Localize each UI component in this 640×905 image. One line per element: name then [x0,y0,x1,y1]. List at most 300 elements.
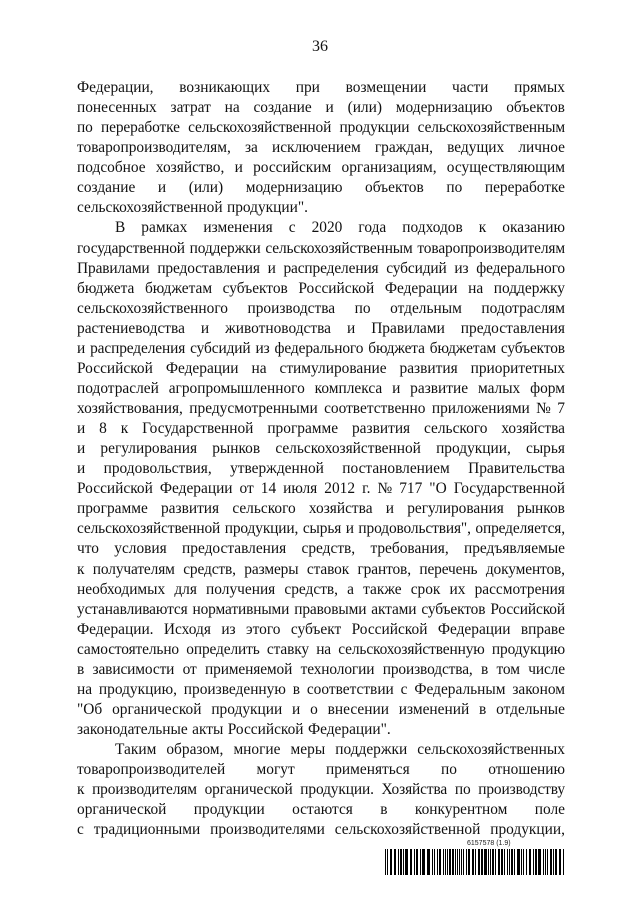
word: производству [478,781,565,799]
word: ставку [266,640,309,658]
word: распределения [90,339,186,357]
word: продукции [339,119,410,137]
document-code: 6157578 (1.9) [467,840,511,847]
word: с [288,219,296,237]
word: правовыми [294,600,367,618]
word: изменения [203,219,273,237]
barcode-bar [517,849,520,875]
word: Федерации, [77,79,154,96]
barcode-bar [488,849,489,875]
word: хозяйства [501,420,565,438]
word: отдельные [496,700,565,718]
word: субсидий [386,259,447,277]
word: изменений [398,700,470,718]
barcode-bar [563,849,564,875]
word: малых [477,379,521,397]
word: и [385,500,394,518]
word: могут [256,761,295,779]
word: к [120,420,129,438]
barcode-bar [498,849,500,875]
word: законодательные [77,721,188,738]
word: в [479,700,487,718]
word: предусмотренными [189,400,318,417]
word: Федерации [159,480,233,498]
text-line [77,760,565,780]
word: подотраслей [77,379,159,397]
word: регулирования [100,440,198,458]
word: отдельным [390,299,462,317]
word: рамках [141,219,188,237]
text-line [77,780,565,800]
word: прямых [514,79,565,96]
word: июля [283,480,318,498]
word: субъектов [500,339,565,357]
word: подсобное [77,159,146,177]
text-line [77,439,565,459]
word: федерального [476,259,565,277]
text-line [77,640,565,660]
word: зависимости [92,660,175,678]
word: внесении [327,700,389,718]
word: и [200,319,210,337]
word: от [182,660,197,678]
barcode-bar [410,849,412,875]
word: продукции [211,700,283,718]
word: числе [528,660,565,678]
document-body [77,78,565,840]
word: в [380,801,388,819]
barcode-bar [394,849,396,875]
word: производства [247,299,336,317]
barcode-bar [432,849,433,875]
barcode-bar [398,849,399,875]
word: 7 [557,400,565,417]
barcode-bar [405,849,408,875]
word: в [77,660,85,678]
word: развития [399,359,458,377]
word: "Об [77,700,103,718]
barcode-bar [514,849,515,875]
barcode-bar [533,849,534,875]
word: объектов [506,99,565,117]
text-line [77,98,565,118]
word: программе [267,420,339,438]
word: акты [192,721,224,738]
word: сельскохозяйственную [338,640,485,658]
word: по [354,299,371,317]
word: определяется, [475,520,565,538]
barcode-bar [507,849,508,875]
barcode-bar [459,849,460,875]
word: 2020 [311,219,343,237]
word: соответствии [306,680,394,698]
word: рынков [212,440,261,458]
word: многие [233,741,281,759]
word: Исходя [163,620,211,638]
word: сельскохозяйственной [77,199,223,217]
word: и [345,520,354,538]
word: этого [246,620,281,638]
word: органической [112,700,202,718]
word: получения [206,580,276,598]
word: продовольствия", [358,520,471,538]
word: меры [290,741,326,759]
word: сельскохозяйственной [334,821,481,839]
text-line [77,78,565,98]
word: предоставления [460,319,565,337]
word: и [325,99,334,117]
barcode-bar [555,849,557,875]
barcode-bar [387,849,388,875]
word: создание [77,179,136,197]
word: приложениями [431,400,530,417]
word: затрат [170,99,211,117]
text-line [77,279,565,299]
word: возмещении [345,79,427,96]
word: продукцию [491,640,565,658]
word: года [358,219,387,237]
word: к [77,781,85,799]
barcode-bar [434,849,435,875]
word: грантов, [357,560,411,578]
word: регулирования [407,500,504,518]
word: № [536,400,551,417]
word: Федеральным [414,680,506,698]
barcode-bar [427,849,430,875]
word: развития [351,420,411,438]
word: сельского [232,500,296,518]
word: продукции, [436,440,511,458]
word: подотраслям [481,299,565,317]
word: самостоятельно [77,640,180,658]
word: рынков [517,500,565,518]
word: стимулирование [279,359,387,377]
text-line [77,580,565,600]
barcode-bar [521,849,522,875]
text-line [77,660,565,680]
word: возникающих [179,79,271,96]
text-line [77,800,565,820]
word: Правительства [468,460,565,478]
barcode-bar [543,849,544,875]
barcode-bar [443,849,444,875]
word: поддержки [189,239,261,257]
word: о [310,700,318,718]
word: продовольствия, [103,460,212,478]
word: организациям, [341,159,437,177]
word: бюджетам [144,279,213,297]
barcode-bar [495,849,496,875]
word: срок [410,580,441,598]
text-line [77,218,565,238]
word: предоставления [157,259,260,277]
word: ведущих [447,139,505,157]
word: российским [253,159,332,177]
barcode-bar [529,849,531,875]
word: хозяйство, [155,159,225,177]
text-line [77,198,565,218]
word: а [347,580,354,598]
text-line [77,359,565,379]
barcode-bar [385,849,386,875]
word: также [363,580,402,598]
word: товаропроизводителям, [77,139,231,157]
word: товаропроизводителей [77,761,226,779]
word: для [174,580,197,598]
text-line [77,539,565,559]
word: нормативными [192,600,290,618]
word: личное [518,139,565,157]
text-line [77,419,565,439]
word: сельскохозяйственной [188,119,332,137]
word: средств, [284,580,339,598]
word: и [346,319,356,337]
barcode-bar [416,849,418,875]
text-line [77,499,565,519]
word: производителями [210,821,325,839]
barcode-bar [452,849,454,875]
word: оказанию [502,219,565,237]
barcode-bar [461,849,462,875]
word: поле [534,801,565,819]
barcode-bar [468,849,470,875]
word: растениеводства [77,319,185,337]
word: В [115,219,126,237]
barcode-bar [400,849,402,875]
word: 2012 [324,480,356,498]
word: продукции [193,801,265,819]
word: законом [512,680,565,698]
word: с [77,821,84,839]
text-line [77,820,565,840]
word: в [292,680,300,698]
word: Государственной [142,420,254,438]
word: объектов [365,179,424,197]
word: поддержку [493,279,565,297]
barcode-bar [490,849,491,875]
barcode-bar [447,849,448,875]
word: определить [186,640,260,658]
word: условия [114,540,167,558]
text-line [77,720,565,740]
word: получателям [92,560,175,578]
word: сельскохозяйственной [77,520,221,538]
word: по [446,179,463,197]
word: части [452,79,489,96]
word: сельскохозяйственным [265,239,413,257]
page-number: 36 [312,38,328,55]
word: сырья [525,440,565,458]
barcode-bar [449,849,451,875]
word: от [239,480,254,498]
word: том [496,660,520,678]
barcode-bar [390,849,392,875]
word: Российской [227,721,304,738]
word: к [77,560,85,578]
paragraph [77,78,565,218]
word: подходов [402,219,463,237]
barcode-bar [403,849,404,875]
word: переработке [484,179,565,197]
word: органической [77,801,167,819]
word: Российской [490,600,565,618]
word: Федерации [165,359,239,377]
text-line [77,740,565,760]
word: граждан, [374,139,434,157]
word: 8 [99,420,107,438]
word: Федерации [437,620,511,638]
word: бюджета [77,279,135,297]
word: хозяйствования, [77,400,183,417]
text-line [77,620,565,640]
barcode-bar [545,849,546,875]
text-line [77,379,565,399]
word: Федерации [384,279,458,297]
word: бюджетам [429,339,496,357]
word: Российской [77,359,153,377]
word: продукции, [490,821,565,839]
barcode-bar [484,849,487,875]
barcode-image [384,849,566,875]
word: Хозяйства [381,781,448,799]
word: применяемой [205,660,293,678]
word: на [468,279,484,297]
word: сырья [302,520,342,538]
word: и [77,460,86,478]
barcode-bar [414,849,415,875]
word: средств, [301,540,356,558]
word: субсидий [190,339,251,357]
word: государственной [77,239,185,257]
paragraph [77,740,565,840]
word: утвержденной [230,460,324,478]
word: агропромышленного [168,379,305,397]
word: устанавливаются [77,600,188,618]
word: Федерации". [307,721,391,738]
word: бюджета [368,339,425,357]
barcode-bar [550,849,552,875]
word: при [295,79,320,96]
word: продукции. [300,781,374,799]
word: необходимых [77,580,166,598]
word: из [255,339,270,357]
word: Государственной [453,480,565,498]
text-line [77,600,565,620]
word: программе [77,500,148,518]
word: 717 [399,480,423,498]
word: предоставления [182,540,287,558]
word: конкурентном [414,801,508,819]
word: документов, [485,560,565,578]
text-line [77,560,565,580]
word: № [377,480,393,498]
word: г. [362,480,371,498]
word: на [251,359,267,377]
word: развитие [410,379,469,397]
barcode-bar [538,849,541,875]
text-line [77,519,565,539]
barcode-bar [501,849,503,875]
barcode-bar [478,849,480,875]
word: субъект [290,620,342,638]
word: исключением [271,139,361,157]
word: предъявляемые [464,540,565,558]
word: по [454,781,471,799]
word: Таким [115,741,157,759]
word: сельскохозяйственной [275,440,421,458]
barcode-bar [553,849,554,875]
barcode-bar [420,849,421,875]
word: традиционными [93,821,201,839]
barcode-bar [455,849,456,875]
word: модернизацию [395,99,493,117]
barcode-bar [422,849,425,875]
barcode-bar [504,849,505,875]
word: субъектов [222,279,288,297]
word: в [481,660,489,678]
word: товаропроизводителям [417,239,565,257]
barcode-bar [475,849,476,875]
barcode-bar [472,849,474,875]
text-line [77,259,565,279]
word: субъектов [421,600,486,618]
word: "О [429,480,447,498]
word: осуществляющим [446,159,565,177]
word: на [224,99,240,117]
word: модернизацию [245,179,343,197]
word: 14 [260,480,277,498]
barcode-bar [511,849,513,875]
word: из [454,259,469,277]
barcode-bar [466,849,467,875]
word: (или) [188,179,224,197]
word: перечень [419,560,478,578]
word: комплекса [314,379,383,397]
barcode-bar [457,849,458,875]
barcode-bar [439,849,441,875]
word: размеры [244,560,299,578]
word: по [77,119,93,137]
word: создание [253,99,312,117]
barcode-bar [492,849,494,875]
barcode-bar [445,849,446,875]
text-line [77,138,565,158]
text-line [77,339,565,359]
paragraph [77,218,565,740]
word: Российской [298,279,375,297]
barcode-bar [523,849,524,875]
word: и [77,420,86,438]
word: Российской [77,480,153,498]
word: распределения [283,259,379,277]
word: продукцию, [98,680,177,698]
word: отношению [488,761,565,779]
word: сельского [424,420,488,438]
barcode-bar [463,849,464,875]
word: органической [204,781,293,799]
text-line [77,399,565,419]
text-line [77,299,565,319]
word: Правилами [371,319,445,337]
word: за [244,139,258,157]
word: Федерации. [77,620,154,638]
word: продукции". [226,199,308,217]
text-line [77,319,565,339]
word: на [316,640,332,658]
word: форм [530,379,565,397]
text-line [77,239,565,259]
word: поддержки [335,741,408,759]
